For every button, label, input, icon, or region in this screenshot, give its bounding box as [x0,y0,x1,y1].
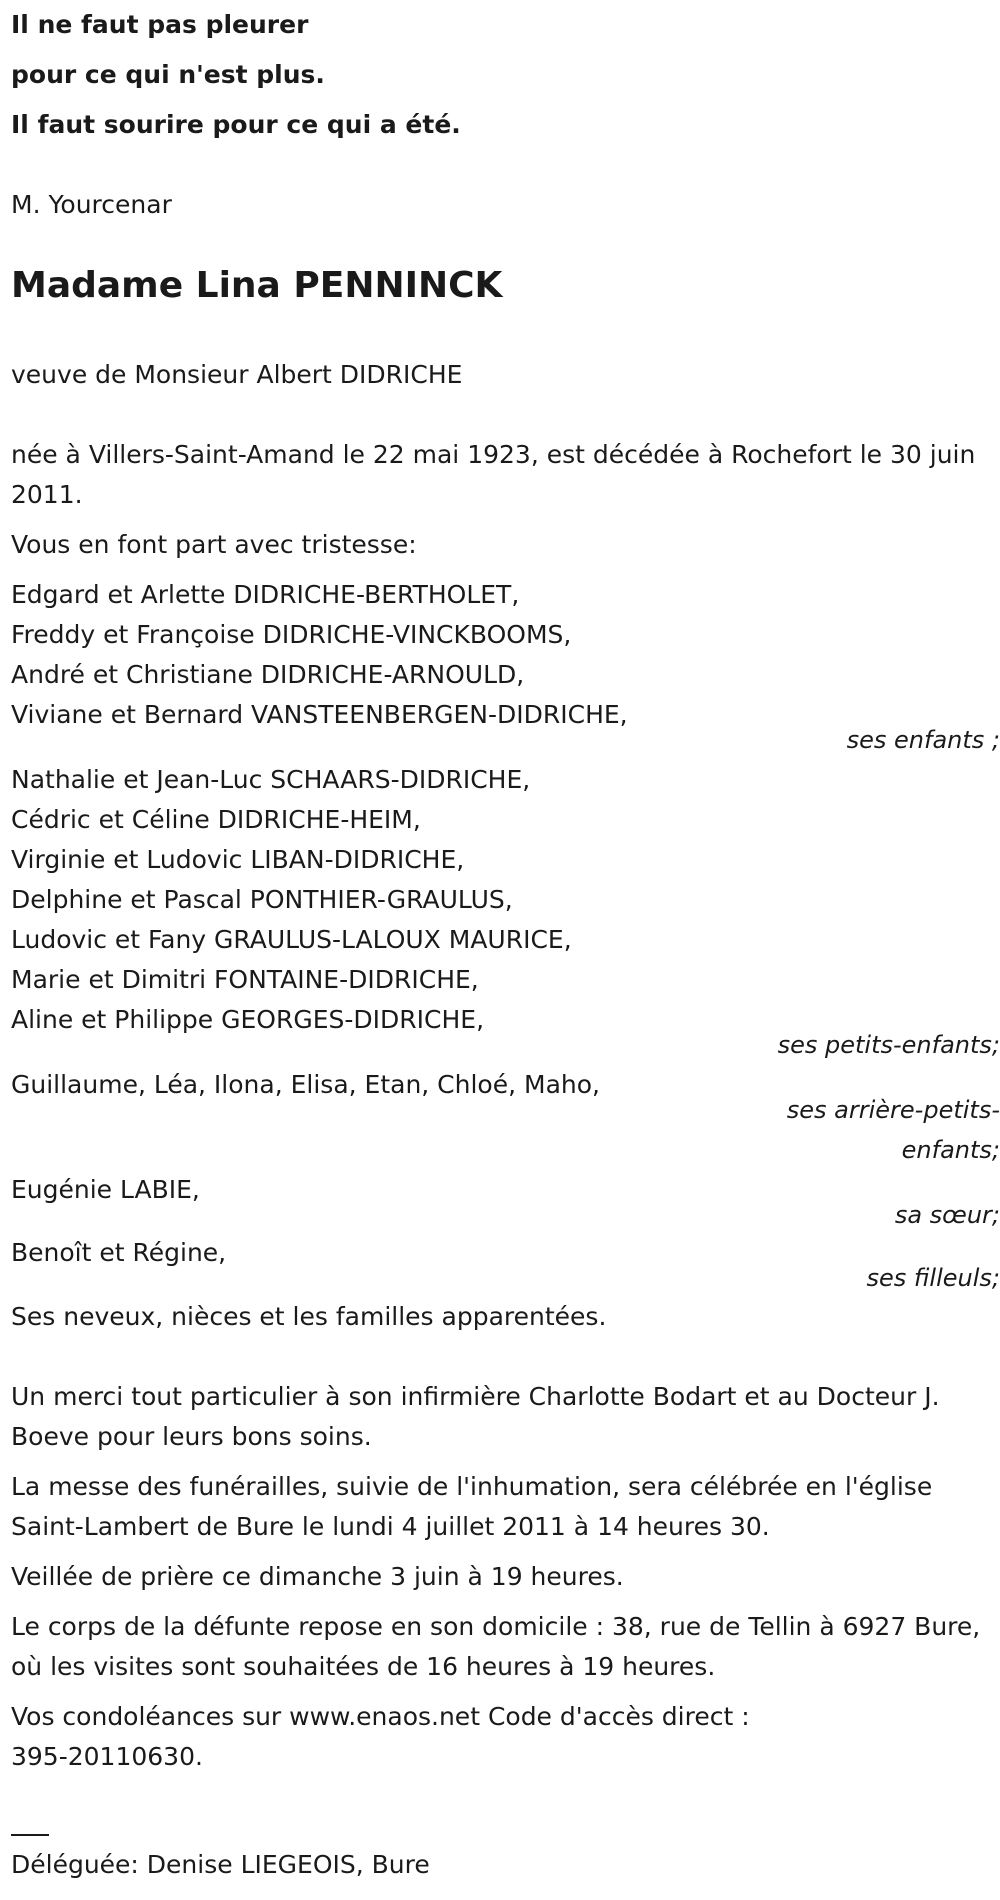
list-item: Viviane et Bernard VANSTEENBERGEN-DIDRICHE, [11,700,628,729]
list-item: Marie et Dimitri FONTAINE-DIDRICHE, [11,965,479,994]
birth-death-line: née à Villers-Saint-Amand le 22 mai 1923, est décédée à Rochefort le 30 juin 2011. [11,440,976,509]
list-item: Freddy et Françoise DIDRICHE-VINCKBOOMS, [11,620,572,649]
condolences-paragraph: Vos condoléances sur www.enaos.net Code d'accès direct : 395-20110630. [11,1702,750,1771]
list-item: Virginie et Ludovic LIBAN-DIDRICHE, [11,845,465,874]
separator-rule [11,1834,49,1836]
visitation-paragraph: Le corps de la défunte repose en son domicile : 38, rue de Tellin à 6927 Bure, où les visites sont souhaitées de 16 heures à 19 heures. [11,1612,981,1681]
list-item: André et Christiane DIDRICHE-ARNOULD, [11,660,525,689]
grandchildren-relation: ses petits-enfants; [777,1031,1000,1059]
godchildren-relation: ses filleuls; [866,1264,1000,1292]
great-grandchildren-relation: ses arrière-petits-enfants; [786,1096,1000,1164]
quote-line-2: pour ce qui n'est plus. [11,60,325,89]
quote-line-1: Il ne faut pas pleurer [11,10,309,39]
list-item: Cédric et Céline DIDRICHE-HEIM, [11,805,421,834]
funeral-paragraph: La messe des funérailles, suivie de l'inhumation, sera célébrée en l'église Saint-Lambert de Bure le lundi 4 juillet 2011 à 14 heures 30. [11,1472,933,1541]
vigil-line: Veillée de prière ce dimanche 3 juin à 19 heures. [11,1562,624,1591]
deceased-name: Madame Lina PENNINCK [11,265,503,306]
great-grandchildren-list: Guillaume, Léa, Ilona, Elisa, Etan, Chloé, Maho, [11,1070,600,1099]
list-item: Aline et Philippe GEORGES-DIDRICHE, [11,1005,485,1034]
spouse-line: veuve de Monsieur Albert DIDRICHE [11,360,463,389]
sister-relation: sa sœur; [894,1201,1000,1229]
godchildren-names: Benoît et Régine, [11,1238,227,1267]
sister-name: Eugénie LABIE, [11,1175,200,1204]
list-item: Edgard et Arlette DIDRICHE-BERTHOLET, [11,580,520,609]
children-list [11,575,628,735]
thanks-paragraph: Un merci tout particulier à son infirmière Charlotte Bodart et au Docteur J. Boeve pour leurs bons soins. [11,1382,940,1451]
grandchildren-list [11,760,572,1040]
children-relation: ses enfants ; [846,726,1000,754]
quote-author: M. Yourcenar [11,190,172,219]
extended-family-line: Ses neveux, nièces et les familles apparentées. [11,1302,607,1331]
quote-line-3: Il faut sourire pour ce qui a été. [11,110,461,139]
delegate-line: Déléguée: Denise LIEGEOIS, Bure [11,1850,430,1879]
list-item: Ludovic et Fany GRAULUS-LALOUX MAURICE, [11,925,572,954]
list-item: Nathalie et Jean-Luc SCHAARS-DIDRICHE, [11,765,531,794]
list-item: Delphine et Pascal PONTHIER-GRAULUS, [11,885,513,914]
announcement-line: Vous en font part avec tristesse: [11,530,417,559]
